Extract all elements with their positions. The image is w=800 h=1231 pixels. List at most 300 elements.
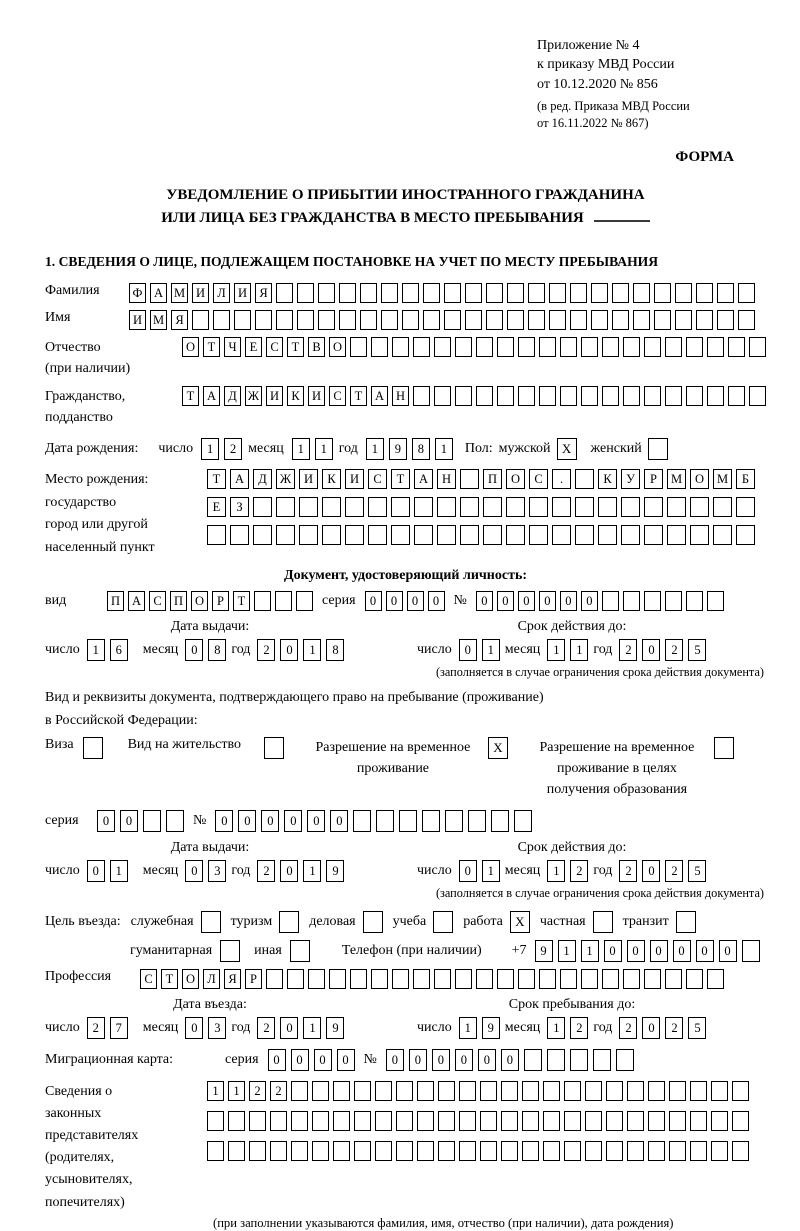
char-cell[interactable]: 9 [326, 860, 344, 882]
char-cell[interactable]: 1 [547, 639, 565, 661]
char-cell[interactable] [371, 337, 388, 357]
char-cell[interactable] [623, 337, 640, 357]
char-cell[interactable] [707, 969, 724, 989]
char-cell[interactable]: 0 [459, 860, 477, 882]
char-cell[interactable] [696, 310, 713, 330]
char-cell[interactable]: 0 [280, 1017, 298, 1039]
char-cell[interactable] [686, 969, 703, 989]
char-cell[interactable]: 1 [482, 860, 500, 882]
char-cell[interactable]: 1 [459, 1017, 477, 1039]
char-cell[interactable] [543, 1141, 560, 1161]
char-cell[interactable]: С [368, 469, 387, 489]
char-cell[interactable] [690, 1141, 707, 1161]
char-cell[interactable]: 0 [280, 639, 298, 661]
char-cell[interactable] [350, 969, 367, 989]
char-cell[interactable]: 0 [476, 591, 493, 611]
char-cell[interactable] [696, 283, 713, 303]
char-cell[interactable] [654, 283, 671, 303]
char-cell[interactable] [476, 337, 493, 357]
char-cell[interactable] [717, 310, 734, 330]
char-cell[interactable] [437, 525, 456, 545]
char-cell[interactable] [644, 591, 661, 611]
char-cell[interactable] [276, 497, 295, 517]
char-cell[interactable]: 0 [215, 810, 233, 832]
char-cell[interactable]: Б [736, 469, 755, 489]
temp-residence-checkbox[interactable]: X [488, 737, 508, 759]
char-cell[interactable] [249, 1141, 266, 1161]
purpose-tourism-checkbox[interactable] [279, 911, 299, 933]
char-cell[interactable]: 1 [315, 438, 333, 460]
char-cell[interactable]: О [191, 591, 208, 611]
char-cell[interactable]: 0 [407, 591, 424, 611]
char-cell[interactable] [602, 591, 619, 611]
char-cell[interactable]: 0 [478, 1049, 496, 1071]
char-cell[interactable] [480, 1081, 497, 1101]
char-cell[interactable] [497, 386, 514, 406]
char-cell[interactable] [166, 810, 184, 832]
char-cell[interactable] [360, 310, 377, 330]
char-cell[interactable] [669, 1111, 686, 1131]
char-cell[interactable] [230, 525, 249, 545]
char-cell[interactable]: С [149, 591, 166, 611]
char-cell[interactable] [207, 1111, 224, 1131]
char-cell[interactable]: 2 [619, 639, 637, 661]
char-cell[interactable] [396, 1111, 413, 1131]
char-cell[interactable] [381, 310, 398, 330]
char-cell[interactable] [707, 337, 724, 357]
char-cell[interactable] [591, 310, 608, 330]
char-cell[interactable] [339, 283, 356, 303]
char-cell[interactable]: Т [161, 969, 178, 989]
char-cell[interactable]: Я [255, 283, 272, 303]
char-cell[interactable] [345, 497, 364, 517]
char-cell[interactable] [318, 283, 335, 303]
char-cell[interactable] [468, 810, 486, 832]
char-cell[interactable]: И [234, 283, 251, 303]
char-cell[interactable]: 1 [110, 860, 128, 882]
char-cell[interactable]: 8 [208, 639, 226, 661]
char-cell[interactable]: 0 [291, 1049, 309, 1071]
char-cell[interactable] [322, 525, 341, 545]
char-cell[interactable] [368, 525, 387, 545]
char-cell[interactable]: 2 [224, 438, 242, 460]
char-cell[interactable] [686, 386, 703, 406]
char-cell[interactable] [728, 386, 745, 406]
char-cell[interactable] [371, 969, 388, 989]
char-cell[interactable] [675, 283, 692, 303]
char-cell[interactable] [549, 283, 566, 303]
visa-checkbox[interactable] [83, 737, 103, 759]
char-cell[interactable]: Т [182, 386, 199, 406]
char-cell[interactable]: 0 [539, 591, 556, 611]
char-cell[interactable]: . [552, 469, 571, 489]
char-cell[interactable] [707, 386, 724, 406]
char-cell[interactable] [402, 310, 419, 330]
char-cell[interactable] [297, 310, 314, 330]
char-cell[interactable]: 1 [303, 860, 321, 882]
char-cell[interactable]: И [266, 386, 283, 406]
char-cell[interactable]: 3 [208, 860, 226, 882]
char-cell[interactable]: 0 [642, 1017, 660, 1039]
char-cell[interactable] [396, 1141, 413, 1161]
char-cell[interactable] [459, 1111, 476, 1131]
char-cell[interactable] [585, 1081, 602, 1101]
char-cell[interactable] [644, 525, 663, 545]
char-cell[interactable]: 2 [570, 1017, 588, 1039]
char-cell[interactable] [575, 525, 594, 545]
char-cell[interactable] [486, 283, 503, 303]
char-cell[interactable]: 2 [619, 860, 637, 882]
char-cell[interactable] [423, 310, 440, 330]
char-cell[interactable]: 8 [412, 438, 430, 460]
char-cell[interactable] [570, 283, 587, 303]
char-cell[interactable] [497, 969, 514, 989]
char-cell[interactable]: 9 [535, 940, 553, 962]
char-cell[interactable]: С [266, 337, 283, 357]
char-cell[interactable]: 0 [185, 1017, 203, 1039]
char-cell[interactable] [460, 525, 479, 545]
char-cell[interactable] [354, 1081, 371, 1101]
char-cell[interactable] [690, 1081, 707, 1101]
char-cell[interactable]: В [308, 337, 325, 357]
char-cell[interactable] [312, 1081, 329, 1101]
char-cell[interactable] [732, 1111, 749, 1131]
char-cell[interactable] [501, 1111, 518, 1131]
char-cell[interactable]: Д [253, 469, 272, 489]
purpose-transit-checkbox[interactable] [676, 911, 696, 933]
char-cell[interactable]: 1 [303, 639, 321, 661]
char-cell[interactable] [669, 1141, 686, 1161]
char-cell[interactable]: Ф [129, 283, 146, 303]
char-cell[interactable]: 0 [604, 940, 622, 962]
male-checkbox[interactable]: X [557, 438, 577, 460]
char-cell[interactable]: Д [224, 386, 241, 406]
char-cell[interactable] [539, 969, 556, 989]
char-cell[interactable]: П [107, 591, 124, 611]
char-cell[interactable] [690, 1111, 707, 1131]
char-cell[interactable]: 0 [337, 1049, 355, 1071]
char-cell[interactable] [570, 1049, 588, 1071]
char-cell[interactable] [518, 337, 535, 357]
char-cell[interactable] [266, 969, 283, 989]
char-cell[interactable] [275, 591, 292, 611]
char-cell[interactable]: 0 [307, 810, 325, 832]
char-cell[interactable] [491, 810, 509, 832]
char-cell[interactable] [455, 337, 472, 357]
female-checkbox[interactable] [648, 438, 668, 460]
char-cell[interactable] [207, 1141, 224, 1161]
char-cell[interactable] [675, 310, 692, 330]
char-cell[interactable] [547, 1049, 565, 1071]
char-cell[interactable]: 1 [207, 1081, 224, 1101]
char-cell[interactable] [207, 525, 226, 545]
char-cell[interactable]: Е [207, 497, 226, 517]
char-cell[interactable]: 0 [185, 639, 203, 661]
char-cell[interactable] [438, 1141, 455, 1161]
char-cell[interactable]: 9 [326, 1017, 344, 1039]
temp-residence-edu-checkbox[interactable] [714, 737, 734, 759]
char-cell[interactable]: Т [287, 337, 304, 357]
char-cell[interactable]: 0 [386, 591, 403, 611]
char-cell[interactable] [254, 591, 271, 611]
char-cell[interactable]: У [621, 469, 640, 489]
char-cell[interactable] [633, 283, 650, 303]
char-cell[interactable] [287, 969, 304, 989]
char-cell[interactable] [549, 310, 566, 330]
char-cell[interactable] [606, 1081, 623, 1101]
purpose-humanitarian-checkbox[interactable] [220, 940, 240, 962]
char-cell[interactable] [350, 337, 367, 357]
char-cell[interactable] [654, 310, 671, 330]
char-cell[interactable] [270, 1111, 287, 1131]
char-cell[interactable] [413, 386, 430, 406]
char-cell[interactable]: Н [392, 386, 409, 406]
char-cell[interactable] [518, 969, 535, 989]
char-cell[interactable] [392, 969, 409, 989]
char-cell[interactable] [529, 525, 548, 545]
char-cell[interactable]: 1 [558, 940, 576, 962]
char-cell[interactable] [602, 337, 619, 357]
char-cell[interactable] [560, 969, 577, 989]
char-cell[interactable] [621, 497, 640, 517]
char-cell[interactable] [308, 969, 325, 989]
char-cell[interactable] [460, 497, 479, 517]
char-cell[interactable]: А [230, 469, 249, 489]
char-cell[interactable]: С [529, 469, 548, 489]
char-cell[interactable] [623, 591, 640, 611]
char-cell[interactable]: 0 [650, 940, 668, 962]
char-cell[interactable] [486, 310, 503, 330]
char-cell[interactable] [444, 310, 461, 330]
char-cell[interactable]: А [371, 386, 388, 406]
char-cell[interactable]: 2 [87, 1017, 105, 1039]
char-cell[interactable]: 0 [284, 810, 302, 832]
char-cell[interactable]: М [667, 469, 686, 489]
char-cell[interactable]: Я [171, 310, 188, 330]
char-cell[interactable] [391, 525, 410, 545]
char-cell[interactable] [707, 591, 724, 611]
purpose-business-checkbox[interactable] [363, 911, 383, 933]
char-cell[interactable] [434, 386, 451, 406]
char-cell[interactable] [581, 386, 598, 406]
char-cell[interactable] [552, 525, 571, 545]
char-cell[interactable] [736, 525, 755, 545]
char-cell[interactable] [736, 497, 755, 517]
char-cell[interactable]: Л [213, 283, 230, 303]
char-cell[interactable] [422, 810, 440, 832]
char-cell[interactable] [354, 1141, 371, 1161]
char-cell[interactable]: К [322, 469, 341, 489]
char-cell[interactable]: 0 [673, 940, 691, 962]
char-cell[interactable] [417, 1111, 434, 1131]
char-cell[interactable]: Ч [224, 337, 241, 357]
char-cell[interactable] [585, 1141, 602, 1161]
char-cell[interactable]: Л [203, 969, 220, 989]
char-cell[interactable]: Р [245, 969, 262, 989]
char-cell[interactable] [460, 469, 479, 489]
char-cell[interactable] [455, 386, 472, 406]
char-cell[interactable] [612, 283, 629, 303]
char-cell[interactable]: С [140, 969, 157, 989]
char-cell[interactable]: И [192, 283, 209, 303]
char-cell[interactable] [434, 969, 451, 989]
char-cell[interactable] [564, 1141, 581, 1161]
char-cell[interactable]: 0 [120, 810, 138, 832]
char-cell[interactable] [711, 1081, 728, 1101]
char-cell[interactable]: 0 [497, 591, 514, 611]
char-cell[interactable] [143, 810, 161, 832]
char-cell[interactable] [296, 591, 313, 611]
char-cell[interactable] [506, 525, 525, 545]
char-cell[interactable]: 6 [110, 639, 128, 661]
char-cell[interactable] [192, 310, 209, 330]
char-cell[interactable] [270, 1141, 287, 1161]
char-cell[interactable] [312, 1141, 329, 1161]
char-cell[interactable] [276, 525, 295, 545]
char-cell[interactable] [524, 1049, 542, 1071]
char-cell[interactable]: О [182, 969, 199, 989]
char-cell[interactable] [644, 337, 661, 357]
char-cell[interactable] [522, 1141, 539, 1161]
char-cell[interactable] [616, 1049, 634, 1071]
char-cell[interactable]: 1 [482, 639, 500, 661]
char-cell[interactable]: А [203, 386, 220, 406]
char-cell[interactable]: 0 [696, 940, 714, 962]
char-cell[interactable] [602, 386, 619, 406]
char-cell[interactable] [228, 1111, 245, 1131]
char-cell[interactable]: 0 [455, 1049, 473, 1071]
char-cell[interactable]: Т [207, 469, 226, 489]
char-cell[interactable]: 0 [261, 810, 279, 832]
char-cell[interactable] [560, 337, 577, 357]
char-cell[interactable]: Т [391, 469, 410, 489]
char-cell[interactable] [375, 1111, 392, 1131]
char-cell[interactable] [564, 1081, 581, 1101]
char-cell[interactable] [665, 969, 682, 989]
char-cell[interactable] [480, 1111, 497, 1131]
char-cell[interactable] [507, 283, 524, 303]
char-cell[interactable]: П [483, 469, 502, 489]
char-cell[interactable] [376, 810, 394, 832]
char-cell[interactable] [711, 1111, 728, 1131]
char-cell[interactable]: 0 [97, 810, 115, 832]
char-cell[interactable] [465, 310, 482, 330]
char-cell[interactable] [353, 810, 371, 832]
char-cell[interactable] [329, 969, 346, 989]
char-cell[interactable]: 2 [665, 860, 683, 882]
char-cell[interactable] [501, 1081, 518, 1101]
char-cell[interactable] [423, 283, 440, 303]
char-cell[interactable]: 1 [547, 1017, 565, 1039]
char-cell[interactable]: 2 [665, 1017, 683, 1039]
char-cell[interactable]: Р [644, 469, 663, 489]
char-cell[interactable] [253, 525, 272, 545]
char-cell[interactable]: 7 [110, 1017, 128, 1039]
char-cell[interactable]: О [690, 469, 709, 489]
char-cell[interactable] [591, 283, 608, 303]
char-cell[interactable] [648, 1111, 665, 1131]
char-cell[interactable] [686, 337, 703, 357]
char-cell[interactable] [598, 497, 617, 517]
char-cell[interactable]: 0 [627, 940, 645, 962]
char-cell[interactable]: 2 [257, 1017, 275, 1039]
char-cell[interactable]: И [299, 469, 318, 489]
char-cell[interactable]: 1 [366, 438, 384, 460]
char-cell[interactable] [291, 1141, 308, 1161]
char-cell[interactable]: О [329, 337, 346, 357]
char-cell[interactable] [648, 1081, 665, 1101]
char-cell[interactable] [299, 525, 318, 545]
char-cell[interactable]: 0 [238, 810, 256, 832]
char-cell[interactable] [665, 386, 682, 406]
char-cell[interactable] [543, 1111, 560, 1131]
char-cell[interactable] [581, 969, 598, 989]
char-cell[interactable] [413, 969, 430, 989]
char-cell[interactable]: М [150, 310, 167, 330]
char-cell[interactable] [413, 337, 430, 357]
char-cell[interactable]: Т [350, 386, 367, 406]
char-cell[interactable] [375, 1081, 392, 1101]
char-cell[interactable] [299, 497, 318, 517]
residence-permit-checkbox[interactable] [264, 737, 284, 759]
char-cell[interactable] [612, 310, 629, 330]
char-cell[interactable]: 8 [326, 639, 344, 661]
char-cell[interactable]: 0 [642, 639, 660, 661]
char-cell[interactable]: З [230, 497, 249, 517]
char-cell[interactable] [276, 283, 293, 303]
char-cell[interactable] [459, 1141, 476, 1161]
char-cell[interactable]: Н [437, 469, 456, 489]
char-cell[interactable] [514, 810, 532, 832]
char-cell[interactable] [575, 469, 594, 489]
char-cell[interactable] [333, 1111, 350, 1131]
char-cell[interactable]: 9 [482, 1017, 500, 1039]
char-cell[interactable]: 2 [665, 639, 683, 661]
char-cell[interactable]: П [170, 591, 187, 611]
char-cell[interactable] [249, 1111, 266, 1131]
char-cell[interactable] [711, 1141, 728, 1161]
char-cell[interactable] [480, 1141, 497, 1161]
char-cell[interactable] [501, 1141, 518, 1161]
char-cell[interactable]: 0 [459, 639, 477, 661]
char-cell[interactable] [621, 525, 640, 545]
char-cell[interactable]: А [128, 591, 145, 611]
char-cell[interactable] [318, 310, 335, 330]
char-cell[interactable] [667, 497, 686, 517]
char-cell[interactable]: 0 [642, 860, 660, 882]
char-cell[interactable] [368, 497, 387, 517]
char-cell[interactable]: Е [245, 337, 262, 357]
char-cell[interactable] [606, 1111, 623, 1131]
purpose-official-checkbox[interactable] [201, 911, 221, 933]
char-cell[interactable] [333, 1081, 350, 1101]
char-cell[interactable]: 0 [268, 1049, 286, 1071]
char-cell[interactable]: 0 [87, 860, 105, 882]
char-cell[interactable]: Т [203, 337, 220, 357]
char-cell[interactable] [213, 310, 230, 330]
char-cell[interactable]: М [713, 469, 732, 489]
char-cell[interactable] [742, 940, 760, 962]
char-cell[interactable] [392, 337, 409, 357]
char-cell[interactable] [749, 386, 766, 406]
char-cell[interactable] [667, 525, 686, 545]
char-cell[interactable] [417, 1081, 434, 1101]
char-cell[interactable] [291, 1111, 308, 1131]
char-cell[interactable] [644, 969, 661, 989]
char-cell[interactable] [738, 283, 755, 303]
char-cell[interactable] [749, 337, 766, 357]
char-cell[interactable] [528, 283, 545, 303]
